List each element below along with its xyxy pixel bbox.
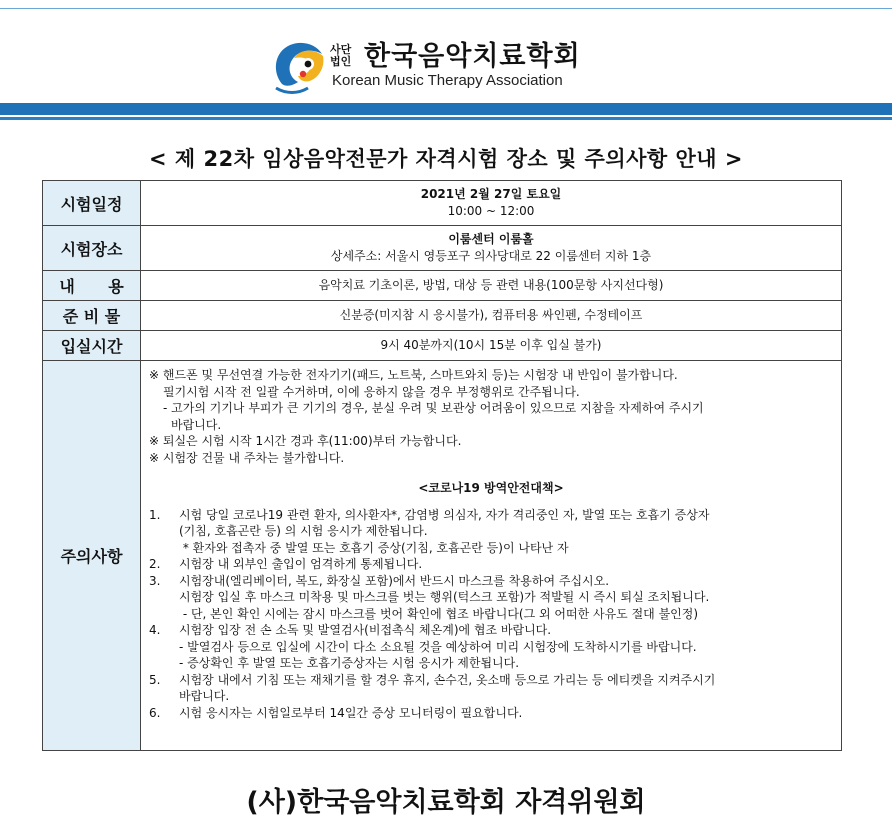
notes-content — [141, 361, 842, 751]
list-item-line: 시험장내(엘리베이터, 복도, 화장실 포함)에서 반드시 마스크를 착용하여 주십시오. — [179, 573, 610, 588]
music-note-logo-icon — [268, 36, 330, 98]
page-title: < 제 22차 임상음악전문가 자격시험 장소 및 주의사항 안내 > — [148, 147, 743, 171]
header-bar-thick — [0, 103, 892, 115]
list-item-line: 시험장 내 외부인 출입이 엄격하게 통제됩니다. — [179, 557, 423, 571]
table-row-supplies — [43, 301, 842, 331]
corona-section-title: <코로나19 방역안전대책> — [418, 481, 564, 495]
list-item-number: 2. — [149, 557, 161, 571]
table-row-venue — [43, 226, 842, 271]
list-item — [149, 507, 833, 557]
list-item-line: 바랍니다. — [179, 689, 230, 703]
list-item-line: - 단, 본인 확인 시에는 잠시 마스크를 벗어 확인에 협조 바랍니다(그 외 어떠한 사유도 절대 불인정) — [179, 606, 699, 621]
top-rule — [0, 8, 892, 9]
value-content: 음악치료 기초이론, 방법, 대상 등 관련 내용(100문항 사지선다형) — [141, 271, 842, 301]
label-schedule: 시험일정 — [43, 181, 141, 226]
list-item-line: - 발열검사 등으로 입실에 시간이 다소 소요될 것을 예상하여 미리 시험장에 도착하시기를 바랍니다. — [179, 639, 697, 654]
list-item-number: 3. — [149, 573, 161, 588]
list-item — [149, 556, 833, 573]
value-venue — [141, 226, 842, 271]
venue-name: 이룸센터 이룸홀 — [448, 232, 534, 246]
footer-committee: (사)한국음악치료학회 자격위원회 — [246, 787, 646, 818]
list-item-line: 시험 당일 코로나19 관련 환자, 의사환자*, 감염병 의심자, 자가 격리중인 자, 발열 또는 호흡기 증상자 — [179, 507, 710, 522]
list-item-number: 4. — [149, 623, 161, 637]
schedule-time: 10:00 ~ 12:00 — [447, 204, 535, 218]
list-item-number: 1. — [149, 507, 161, 522]
list-item-line: 시험 응시자는 시험일로부터 14일간 증상 모니터링이 필요합니다. — [179, 705, 523, 720]
label-entry: 입실시간 — [43, 331, 141, 361]
list-item — [149, 573, 833, 623]
list-item — [149, 705, 833, 722]
list-item — [149, 622, 833, 672]
list-item — [149, 672, 833, 705]
label-notes: 주의사항 — [43, 361, 141, 751]
table-row-content — [43, 271, 842, 301]
header — [0, 24, 892, 102]
header-bar-thin — [0, 117, 892, 120]
list-item-line: 시험장 입장 전 손 소독 및 발열검사(비접촉식 체온계)에 협조 바랍니다. — [179, 623, 552, 637]
list-item-number: 6. — [149, 705, 161, 720]
note-line: ※ 핸드폰 및 무선연결 가능한 전자기기(패드, 노트북, 스마트와치 등)는 시험장 내 반입이 불가합니다. — [149, 368, 678, 382]
list-item-line: 시험장 내에서 기침 또는 재채기를 할 경우 휴지, 손수건, 옷소매 등으로 가리는 등 에티켓을 지켜주시기 — [179, 672, 716, 687]
exam-info-table — [42, 180, 842, 751]
note-line: 필기시험 시작 전 일괄 수거하며, 이에 응하지 않을 경우 부정행위로 간주됩니다. — [163, 384, 580, 399]
note-line: 바랍니다. — [171, 417, 222, 432]
note-line: ※ 시험장 건물 내 주차는 불가합니다. — [149, 450, 345, 465]
list-item-line: 시험장 입실 후 마스크 미착용 및 마스크를 벗는 행위(턱스크 포함)가 적발될 시 즉시 퇴실 조치됩니다. — [179, 590, 710, 604]
list-item-line: - 증상확인 후 발열 또는 호흡기증상자는 시험 응시가 제한됩니다. — [179, 656, 520, 670]
label-content: 내 용 — [43, 271, 141, 301]
org-corp-label: 사단 법인 — [330, 43, 352, 68]
venue-address: 상세주소: 서울시 영등포구 의사당대로 22 이룸센터 지하 1층 — [330, 249, 652, 263]
table-row-notes — [43, 361, 842, 751]
org-name-ko: 한국음악치료학회 — [364, 41, 581, 72]
table-row-schedule — [43, 181, 842, 226]
value-schedule — [141, 181, 842, 226]
org-name-en: Korean Music Therapy Association — [332, 72, 563, 89]
label-venue: 시험장소 — [43, 226, 141, 271]
table-row-entry — [43, 331, 842, 361]
label-supplies: 준 비 물 — [43, 301, 141, 331]
value-entry: 9시 40분까지(10시 15분 이후 입실 불가) — [141, 331, 842, 361]
schedule-date: 2021년 2월 27일 토요일 — [420, 187, 562, 201]
list-item-line: (기침, 호흡곤란 등) 의 시험 응시가 제한됩니다. — [179, 524, 428, 538]
value-supplies: 신분증(미지참 시 응시불가), 컴퓨터용 싸인펜, 수정테이프 — [141, 301, 842, 331]
note-line: ※ 퇴실은 시험 시작 1시간 경과 후(11:00)부터 가능합니다. — [149, 434, 462, 448]
note-line: - 고가의 기기나 부피가 큰 기기의 경우, 분실 우려 및 보관상 어려움이 있으므로 지참을 자제하여 주시기 — [163, 401, 704, 415]
list-item-number: 5. — [149, 672, 161, 687]
list-item-line: * 환자와 접촉자 중 발열 또는 호흡기 증상(기침, 호흡곤란 등)이 나타난 자 — [179, 540, 569, 555]
